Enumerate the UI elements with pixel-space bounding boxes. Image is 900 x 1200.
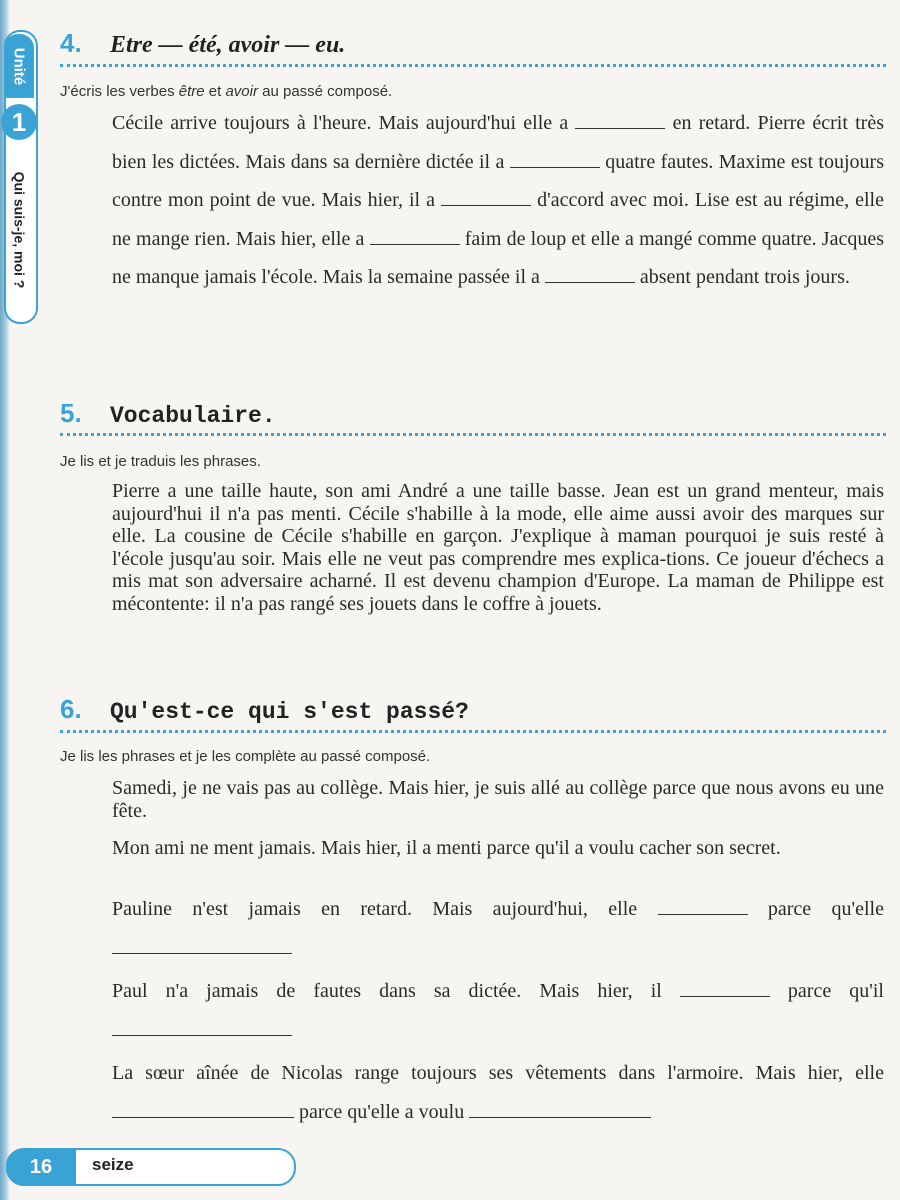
exercise-4-instruction: J'écris les verbes être et avoir au passé composé. xyxy=(60,83,393,100)
exercise-5-text: Pierre a une taille haute, son ami André a une taille basse. Jean est un grand menteur, mais aujourd'hui il n'a pas menti. Cécile s'habille à la mode, elle aime aussi avoir des marques sur elle. La cousine de Cécile s'habille en garçon. J'explique à maman pourquoi je suis resté à l'école jusqu'au soir. Mais elle ne veut pas comprendre mes explica-tions. Ce joueur d'échecs a mis mat son adversaire acharné. Il est devenu champion d'Europe. La maman de Philippe est mécontente: il n'a pas rangé ses jouets dans le coffre à jouets. xyxy=(112,480,884,615)
exercise-6-sentence-1: Samedi, je ne vais pas au collège. Mais hier, je suis allé au collège parce que nous avons eu une fête. xyxy=(112,777,884,822)
blank-field[interactable] xyxy=(575,110,665,129)
exercise-6-sentence-3: Pauline n'est jamais en retard. Mais aujourd'hui, elle parce qu'elle xyxy=(112,890,884,967)
exercise-6-number: 6. xyxy=(60,694,82,724)
exercise-6-title: Qu'est-ce qui s'est passé? xyxy=(110,699,469,725)
dotted-divider xyxy=(60,433,886,436)
blank-field[interactable] xyxy=(112,1017,292,1036)
exercise-6-sentence-4: Paul n'a jamais de fautes dans sa dictée. Mais hier, il parce qu'il xyxy=(112,972,884,1049)
unit-number: 1 xyxy=(1,104,37,140)
blank-field[interactable] xyxy=(441,187,531,206)
exercise-4-number: 4. xyxy=(60,28,82,58)
exercise-4-title: Etre — été, avoir — eu. xyxy=(110,32,346,58)
unit-label: Unité xyxy=(4,34,34,98)
blank-field[interactable] xyxy=(112,1099,294,1118)
blank-field[interactable] xyxy=(680,978,770,997)
unit-title: Qui suis-je, moi ? xyxy=(11,171,27,289)
exercise-6-sentence-2: Mon ami ne ment jamais. Mais hier, il a menti parce qu'il a voulu cacher son secret. xyxy=(112,837,781,859)
exercise-4-text: Cécile arrive toujours à l'heure. Mais aujourd'hui elle a en retard. Pierre écrit très bien les dictées. Mais dans sa dernière dictée il a quatre fautes. Maxime est toujours contre mon point de vue. Mais hier, il a d'accord avec moi. Lise est au régime, elle ne mange rien. Mais hier, elle a faim de loup et elle a mangé comme quatre. Jacques ne manque jamais l'école. Mais la semaine passée il a absent pendant trois jours. xyxy=(112,112,885,288)
exercise-4-heading xyxy=(60,28,345,59)
dotted-divider xyxy=(60,64,886,67)
dotted-divider xyxy=(60,730,886,733)
page-number: 16 xyxy=(6,1148,76,1186)
blank-field[interactable] xyxy=(545,264,635,283)
exercise-5-title: Vocabulaire. xyxy=(110,403,276,429)
exercise-5-number: 5. xyxy=(60,398,82,428)
exercise-6-instruction: Je lis les phrases et je les complète au passé composé. xyxy=(60,748,431,765)
exercise-6-sentence-5: La sœur aînée de Nicolas range toujours ses vêtements dans l'armoire. Mais hier, elle parce qu'elle a voulu xyxy=(112,1062,884,1123)
blank-field[interactable] xyxy=(112,935,292,954)
blank-field[interactable] xyxy=(370,226,460,245)
blank-field[interactable] xyxy=(469,1099,651,1118)
blank-field[interactable] xyxy=(658,896,748,915)
page-number-word: seize xyxy=(92,1155,134,1174)
exercise-5-instruction: Je lis et je traduis les phrases. xyxy=(60,453,261,470)
blank-field[interactable] xyxy=(510,149,600,168)
exercise-5-heading xyxy=(60,398,276,429)
exercise-6-heading xyxy=(60,694,469,725)
